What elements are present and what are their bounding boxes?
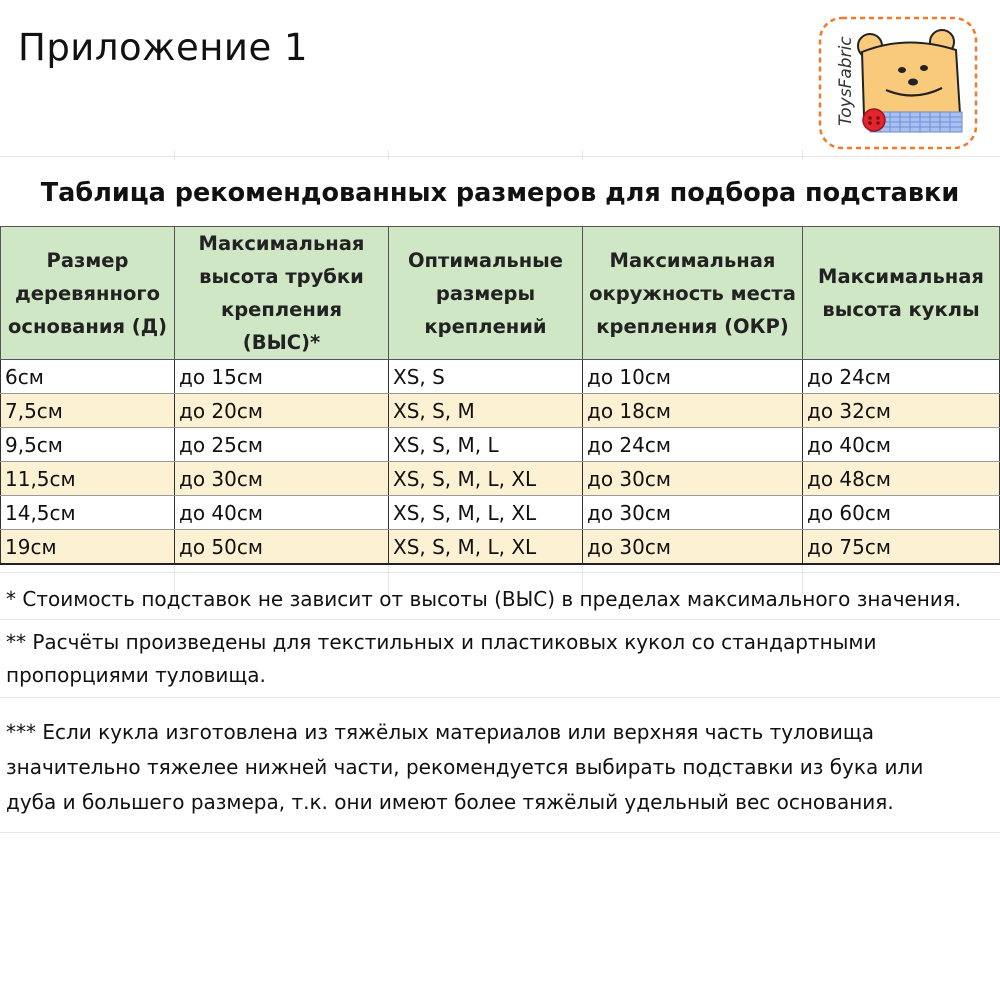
table-cell: 19см: [1, 530, 175, 565]
note-cost: * Стоимость подставок не зависит от высоты (ВЫС) в пределах максимального значения.: [6, 587, 962, 611]
grid-line: [388, 150, 389, 160]
table-cell: до 75см: [803, 530, 1000, 565]
table-cell: XS, S, M: [389, 394, 583, 428]
note-heavy-line1: *** Если кукла изготовлена из тяжёлых материалов или верхняя часть туловища: [6, 720, 875, 744]
grid-line: [0, 697, 1000, 698]
grid-line: [582, 150, 583, 160]
table-cell: до 18см: [583, 394, 803, 428]
note-heavy-line3: дуба и большего размера, т.к. они имеют более тяжёлый удельный вес основания.: [6, 790, 894, 814]
table-cell: до 15см: [175, 360, 389, 394]
table-row: [1, 394, 1000, 428]
table-row: [1, 530, 1000, 565]
grid-line: [174, 150, 175, 160]
table-cell: 6см: [1, 360, 175, 394]
grid-line: [0, 619, 1000, 620]
table-cell: 14,5см: [1, 496, 175, 530]
sizes-table: [0, 226, 1000, 597]
grid-line: [0, 572, 1000, 573]
table-cell: до 20см: [175, 394, 389, 428]
column-header: Максимальная высота куклы: [803, 227, 1000, 360]
table-cell: до 40см: [175, 496, 389, 530]
table-row: [1, 462, 1000, 496]
table-cell: до 24см: [583, 428, 803, 462]
table-cell: 11,5см: [1, 462, 175, 496]
appendix-label: Приложение 1: [18, 26, 309, 69]
table-cell: до 10см: [583, 360, 803, 394]
logo-text: ToysFabric: [836, 36, 856, 126]
table-cell: 7,5см: [1, 394, 175, 428]
table-cell: до 30см: [583, 530, 803, 565]
table-row: [1, 496, 1000, 530]
grid-line: [802, 150, 803, 160]
table-row: [1, 428, 1000, 462]
table-cell: XS, S, M, L: [389, 428, 583, 462]
grid-line: [0, 832, 1000, 833]
table-cell: до 32см: [803, 394, 1000, 428]
column-header: Максимальная окружность места крепления (ОКР): [583, 227, 803, 360]
table-cell: 9,5см: [1, 428, 175, 462]
table-header-row: [1, 227, 1000, 360]
table-cell: до 30см: [175, 462, 389, 496]
table-cell: до 24см: [803, 360, 1000, 394]
table-cell: до 30см: [583, 496, 803, 530]
toysfabric-logo: [818, 16, 978, 150]
table-cell: XS, S, M, L, XL: [389, 462, 583, 496]
table-cell: до 60см: [803, 496, 1000, 530]
table-cell: до 40см: [803, 428, 1000, 462]
table-cell: до 50см: [175, 530, 389, 565]
table-cell: XS, S: [389, 360, 583, 394]
table-cell: XS, S, M, L, XL: [389, 496, 583, 530]
note-calculation-line2: пропорциями туловища.: [6, 663, 266, 687]
note-calculation-line1: ** Расчёты произведены для текстильных и пластиковых кукол со стандартными: [6, 630, 877, 654]
column-header: Размер деревянного основания (Д): [1, 227, 175, 360]
table-cell: до 30см: [583, 462, 803, 496]
table-cell: до 25см: [175, 428, 389, 462]
column-header: Оптимальные размеры креплений: [389, 227, 583, 360]
table-title: Таблица рекомендованных размеров для подбора подставки: [40, 178, 960, 208]
note-heavy-line2: значительно тяжелее нижней части, рекомендуется выбирать подставки из бука или: [6, 755, 924, 779]
table-cell: до 48см: [803, 462, 1000, 496]
table-row: [1, 360, 1000, 394]
table-cell: XS, S, M, L, XL: [389, 530, 583, 565]
grid-line: [0, 156, 1000, 157]
column-header: Максимальная высота трубки крепления (ВЫС)*: [175, 227, 389, 360]
